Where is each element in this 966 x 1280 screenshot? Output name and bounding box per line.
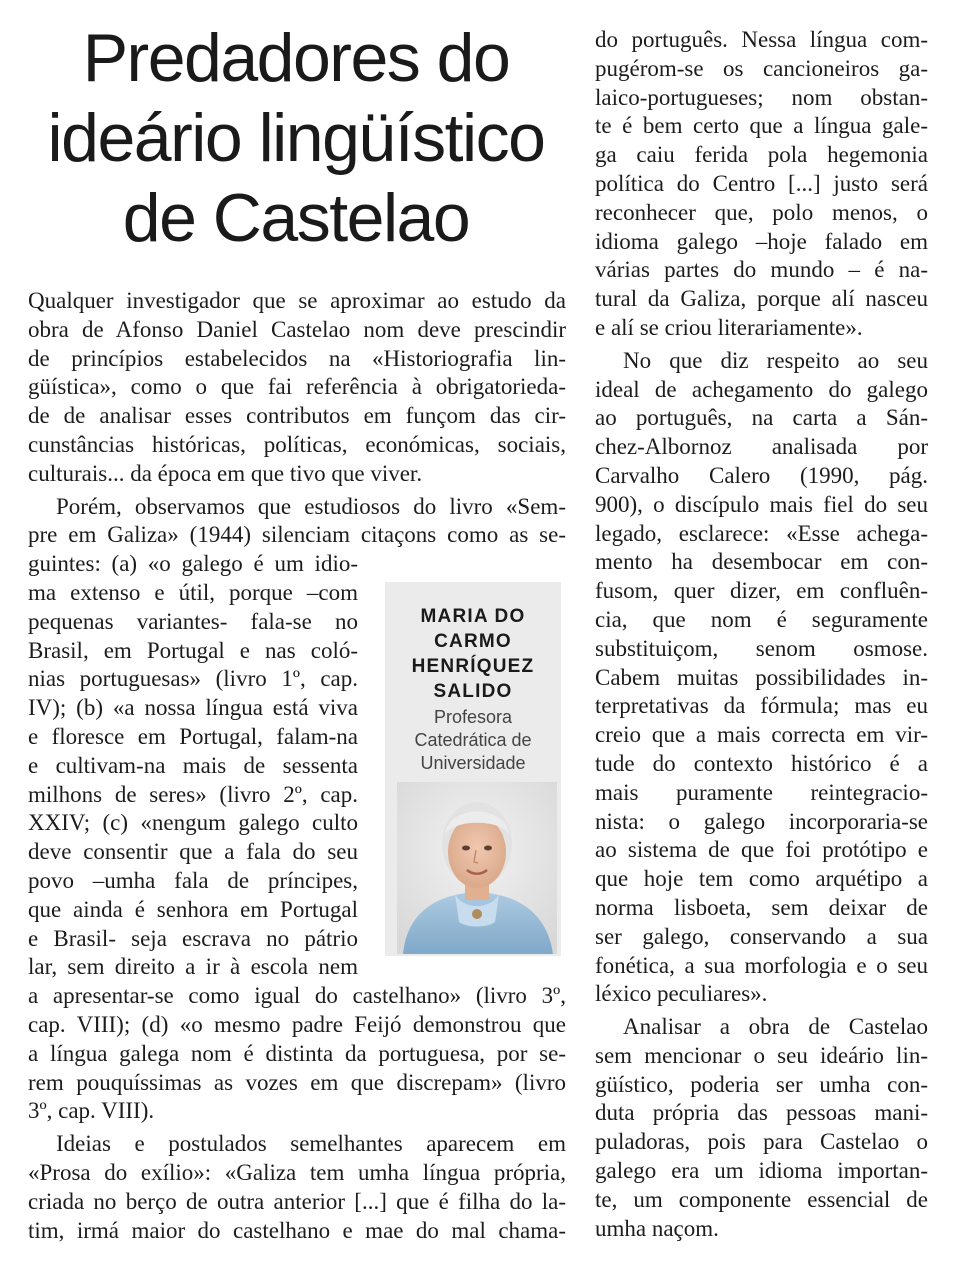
author-role-line: Profesora bbox=[433, 707, 513, 727]
author-name bbox=[385, 604, 561, 704]
article-line: IV); (b) «a nossa língua está viva bbox=[28, 695, 358, 721]
article-line: fusom, quer dizer, em confluên- bbox=[595, 578, 928, 604]
article-line: galego era um idioma importan- bbox=[595, 1158, 928, 1184]
article-line: No que diz respeito ao seu bbox=[623, 347, 928, 373]
article-line: e floresce em Portugal, falam-na bbox=[28, 723, 358, 749]
article-line: a apresentar-se como igual do castelhano» (livro 3º, bbox=[28, 983, 566, 1009]
article-line: 3º, cap. VIII). bbox=[28, 1098, 155, 1124]
article-line: Brasil, em Portugal e nas coló- bbox=[28, 637, 358, 663]
article-line: de princípios estabelecidos na «Historiografia lin- bbox=[28, 345, 566, 371]
author-role bbox=[385, 706, 561, 775]
article-line: tural da Galiza, porque alí nasceu bbox=[595, 286, 928, 312]
article-line: substituiçom, senom osmose. bbox=[595, 635, 928, 661]
author-photo bbox=[397, 782, 557, 954]
article-line: «Prosa do exílio»: «Galiza tem umha língua própria, bbox=[28, 1159, 566, 1185]
article-line: puladoras, pois para Castelao o bbox=[595, 1129, 928, 1155]
article-line: legado, esclarece: «Esse achega- bbox=[595, 520, 928, 546]
article-line: e cultivam-na mais de sessenta bbox=[28, 752, 358, 778]
article-line: criada no berço de outra anterior [...] que é filha do la- bbox=[28, 1188, 566, 1214]
author-role-line: Catedrática de bbox=[414, 730, 532, 750]
article-line: te é bem certo que a língua gale- bbox=[595, 113, 928, 139]
article-line: cap. VIII); (d) «o mesmo padre Feijó demonstrou que bbox=[28, 1011, 566, 1037]
article-line: de de analisar esses contributos em funçom das cir- bbox=[28, 403, 566, 429]
article-line: fonética, a sua morfologia e o seu bbox=[595, 952, 928, 978]
article-line: obra de Afonso Daniel Castelao nom deve prescindir bbox=[28, 316, 566, 342]
article-line: ser galego, conservando a sua bbox=[595, 923, 928, 949]
article-line: várias partes do mundo – é na- bbox=[595, 257, 928, 283]
article-line: e Brasil- seja escrava no pátrio bbox=[28, 925, 358, 951]
article-line: milhons de seres» (livro 2º, cap. bbox=[28, 781, 358, 807]
author-name-line: HENRÍQUEZ bbox=[411, 656, 535, 677]
article-line: norma lisboeta, sem deixar de bbox=[595, 894, 928, 920]
article-line: Porém, observamos que estudiosos do livro «Sem- bbox=[56, 493, 566, 519]
article-line: cunstâncias históricas, políticas, económicas, sociais, bbox=[28, 431, 566, 457]
article-line: deve consentir que a fala do seu bbox=[28, 839, 358, 865]
author-box bbox=[385, 582, 561, 956]
article-line: tim, irmá maior do castelhano e mae do mal chama- bbox=[28, 1217, 566, 1243]
article-line: güística», como o que fai referência à obrigatorieda- bbox=[28, 374, 566, 400]
article-column-right bbox=[595, 26, 928, 1243]
author-name-line: MARIA DO bbox=[420, 606, 526, 627]
headline-line: ideário lingüístico bbox=[47, 100, 545, 176]
article-line: ao sistema de que foi protótipo e bbox=[595, 837, 928, 863]
article-line: sem mencionar o seu ideário lin- bbox=[595, 1042, 928, 1068]
article-line: mento ha desembocar em con- bbox=[595, 549, 928, 575]
article-line: tude do contexto histórico é a bbox=[595, 750, 928, 776]
article-line: pequenas variantes- fala-se no bbox=[28, 608, 358, 634]
article-line: Ideias e postulados semelhantes aparecem em bbox=[56, 1131, 566, 1157]
article-line: cia, que nom é seguramente bbox=[595, 606, 928, 632]
article-line: guintes: (a) «o galego é um idio- bbox=[28, 551, 358, 577]
article-line: duta própria das pessoas mani- bbox=[595, 1100, 928, 1126]
article-line: ao português, na carta a Sán- bbox=[595, 405, 928, 431]
article-line: política do Centro [...] justo será bbox=[595, 170, 928, 196]
article-line: 900), o discípulo mais fiel do seu bbox=[595, 491, 928, 517]
article-line: XXIV; (c) «nengum galego culto bbox=[28, 810, 358, 836]
author-name-line: CARMO bbox=[434, 631, 512, 652]
article-line: idioma galego –hoje falado em bbox=[595, 228, 928, 254]
article-line: mais puramente reintegracio- bbox=[595, 779, 928, 805]
article-line: Cabem muitas possibilidades in- bbox=[595, 664, 928, 690]
article-line: rem pouquíssimas as vozes em que discrepam» (livro bbox=[28, 1069, 566, 1095]
headline bbox=[28, 18, 564, 258]
headline-line: Predadores do bbox=[82, 20, 510, 96]
article-line: creio que a mais correcta em vir- bbox=[595, 722, 928, 748]
article-line: ideal de achegamento do galego bbox=[595, 376, 928, 402]
article-line: reconhecer que, polo menos, o bbox=[595, 199, 928, 225]
article-line: do português. Nessa língua com- bbox=[595, 27, 928, 52]
article-line: Carvalho Calero (1990, pág. bbox=[595, 462, 928, 488]
author-name-line: SALIDO bbox=[433, 681, 513, 702]
article-line: que ainda é senhora em Portugal bbox=[28, 896, 358, 922]
article-line: que hoje tem como arquétipo a bbox=[595, 866, 928, 892]
article-line: pugérom-se os cancioneiros ga- bbox=[595, 55, 928, 81]
article-line: laico-portugueses; nom obstan- bbox=[595, 84, 928, 110]
article-line: ma extenso e útil, porque –com bbox=[28, 579, 358, 605]
article-line: e alí se criou literariamente». bbox=[595, 314, 863, 340]
article-line: culturais... da época em que tivo que viver. bbox=[28, 460, 423, 486]
article-line: nista: o galego incorporaria-se bbox=[595, 808, 928, 834]
article-line: povo –umha fala de príncipes, bbox=[28, 867, 358, 893]
article-line: léxico peculiares». bbox=[595, 981, 768, 1007]
headline-line: de Castelao bbox=[122, 180, 470, 256]
article-line: nias portuguesas» (livro 1º, cap. bbox=[28, 666, 358, 692]
article-line: ga caiu ferida pola hegemonia bbox=[595, 142, 928, 168]
article-line: chez-Albornoz analisada por bbox=[595, 434, 928, 460]
article-line: Analisar a obra de Castelao bbox=[623, 1014, 928, 1040]
article-line: güístico, poderia ser umha con- bbox=[595, 1071, 928, 1097]
article-line: umha naçom. bbox=[595, 1215, 719, 1241]
article-line: Qualquer investigador que se aproximar ao estudo da bbox=[28, 288, 566, 313]
article-line: pre em Galiza» (1944) silenciam citaçons como as se- bbox=[28, 522, 566, 548]
article-line: a língua galega nom é distinta da portuguesa, por se- bbox=[28, 1040, 566, 1066]
article-line: terpretativas da fórmula; mas eu bbox=[595, 693, 928, 719]
article-line: te, um componente essencial de bbox=[595, 1186, 928, 1212]
author-role-line: Universidade bbox=[420, 753, 526, 773]
article-line: lar, sem direito a ir à escola nem bbox=[28, 954, 358, 980]
